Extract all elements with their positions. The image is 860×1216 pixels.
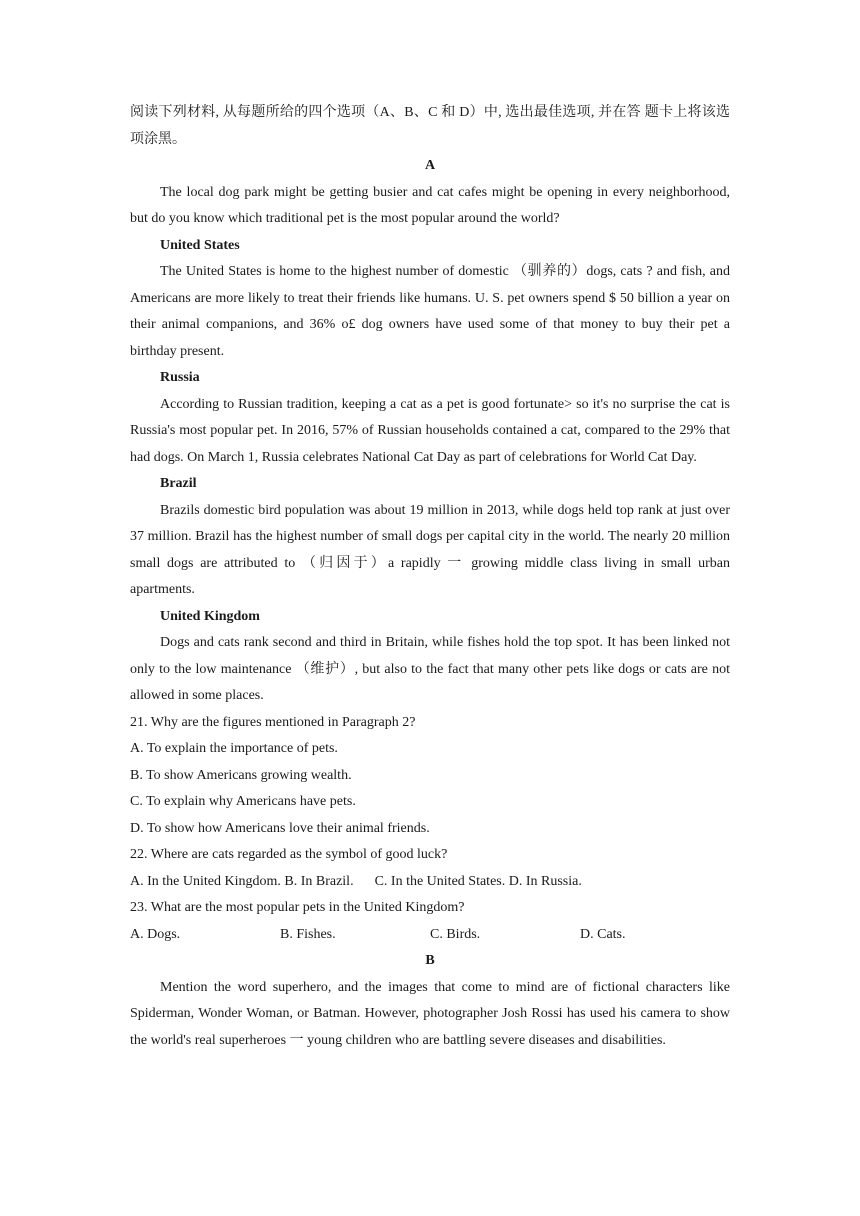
instructions: 阅读下列材料, 从每题所给的四个选项（A、B、C 和 D）中, 选出最佳选项, 并在答 题卡上将该选项涂黑。: [130, 105, 730, 147]
paragraph-russia: According to Russian tradition, keeping a cat as a pet is good fortunate> so it's no surprise the cat is Russia's most popular pet. In 2016, 57% of Russian households contained a cat, compared to the 29% that had dogs. On March 1, Russia celebrates National Cat Day as part of celebrations for World Cat Day.: [130, 396, 730, 465]
paragraph-united-kingdom: Dogs and cats rank second and third in Britain, while fishes hold the top spot. It has been linked not only to the low maintenance （维护）, but also to the fact that many other pets like dogs or cats are not allowed in some places.: [130, 635, 730, 703]
heading-brazil: Brazil: [160, 476, 197, 491]
section-b-label: B: [425, 953, 435, 968]
paragraph-brazil: Brazils domestic bird population was about 19 million in 2013, while dogs held top rank at just over 37 million. Brazil has the highest number of small dogs per capital city in the world. The nearly 20 million small dogs are attributed to （归因于）a rapidly 一 growing middle class living in small urban apartments.: [130, 502, 730, 597]
paragraph-united-states: The United States is home to the highest number of domestic （驯养的）dogs, cats ? and fish, and Americans are more likely to treat their friends like humans. U. S. pet owners spend $ 50 billion a year on their animal companions, and 36% o£ dog owners have used some of that money to buy their pet a birthday present.: [130, 264, 730, 359]
question-23-option-a: A. Dogs.: [130, 926, 181, 942]
question-21-option-b: B. To show Americans growing wealth.: [130, 767, 352, 783]
question-23-option-c: C. Birds.: [430, 926, 481, 942]
heading-united-kingdom: United Kingdom: [160, 608, 260, 624]
heading-united-states: United States: [160, 237, 240, 253]
question-23-option-d: D. Cats.: [580, 926, 626, 942]
question-21-option-d: D. To show how Americans love their animal friends.: [130, 820, 430, 836]
question-21: 21. Why are the figures mentioned in Paragraph 2?: [130, 714, 416, 730]
question-23-options: [130, 922, 730, 949]
question-22: 22. Where are cats regarded as the symbol of good luck?: [130, 847, 448, 862]
question-23: 23. What are the most popular pets in the United Kingdom?: [130, 900, 465, 915]
heading-russia: Russia: [160, 370, 200, 385]
question-21-option-c: C. To explain why Americans have pets.: [130, 794, 356, 809]
question-21-option-a: A. To explain the importance of pets.: [130, 741, 338, 756]
section-a-label: A: [424, 158, 436, 173]
question-22-options: A. In the United Kingdom. B. In Brazil. C. In the United States. D. In Russia.: [130, 873, 582, 889]
question-23-option-b: B. Fishes.: [280, 926, 336, 942]
section-b-paragraph: Mention the word superhero, and the images that come to mind are of fictional characters like Spiderman, Wonder Woman, or Batman. However, photographer Josh Rossi has used his camera to show the world's real superheroes 一 young children who are battling severe diseases and disabilities.: [130, 979, 730, 1048]
document-page: [130, 100, 730, 1054]
section-a-intro: The local dog park might be getting busier and cat cafes might be opening in every neighborhood, but do you know which traditional pet is the most popular around the world?: [130, 184, 730, 226]
